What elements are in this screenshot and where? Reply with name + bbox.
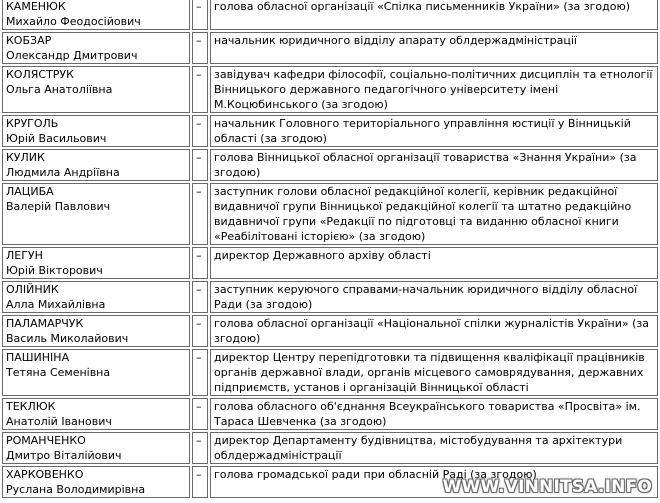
member-surname: ХАРКОВЕНКО: [6, 468, 84, 481]
member-role-cell: завідувач кафедри філософії, соціально-політичних дисциплін та етнології Вінницького державного педагогічного університету імені М.Коцюбинського (за згодою): [210, 66, 658, 113]
member-name-cell: [2, 315, 190, 347]
table-row: [2, 281, 658, 313]
member-surname: ЛЕГУН: [6, 249, 43, 262]
member-surname: КАМЕНЮК: [6, 0, 66, 13]
table-row: [2, 0, 658, 30]
member-name-cell: [2, 466, 190, 498]
member-name-cell: [2, 432, 190, 464]
member-name-cell: [2, 281, 190, 313]
member-surname: ОЛІЙНИК: [6, 283, 59, 296]
member-name-cell: [2, 183, 190, 245]
member-role-cell: начальник юридичного відділу апарату облдержадміністрації: [210, 32, 658, 64]
dash-separator: –: [192, 349, 208, 396]
member-name-cell: [2, 32, 190, 64]
member-surname: КОБЗАР: [6, 34, 52, 47]
member-given-names: Ольга Анатоліївна: [6, 83, 113, 96]
dash-separator: –: [192, 281, 208, 313]
member-given-names: Алла Михайлівна: [6, 298, 106, 311]
member-given-names: Юрій Вікторович: [6, 264, 103, 277]
member-given-names: Анатолій Іванович: [6, 415, 112, 428]
member-given-names: Олександр Дмитрович: [6, 49, 138, 62]
member-name-cell: [2, 0, 190, 30]
table-row: [2, 32, 658, 64]
dash-separator: –: [192, 432, 208, 464]
member-surname: ПАЛАМАРЧУК: [6, 317, 84, 330]
member-role-cell: заступник голови обласної редакційної колегії, керівник редакційної видавничої групи Вінницької редакційної колегії та штатно редакційно видавничої групи «Редакції по підготовці та виданню обласної книги «Реабілітовані історією» (за згодою): [210, 183, 658, 245]
dash-separator: –: [192, 66, 208, 113]
member-given-names: Тетяна Семенівна: [6, 366, 111, 379]
member-surname: ПАШИНІНА: [6, 351, 70, 364]
dash-separator: –: [192, 32, 208, 64]
dash-separator: –: [192, 0, 208, 30]
member-role-cell: голова обласної організації «Національної спілки журналістів України» (за згодою): [210, 315, 658, 347]
member-surname: КОЛЯСТРУК: [6, 68, 74, 81]
member-role-cell: голова громадської ради при обласній Раді (за згодою): [210, 466, 658, 498]
dash-separator: –: [192, 115, 208, 147]
member-name-cell: [2, 247, 190, 279]
table-row: [2, 398, 658, 430]
member-name-cell: [2, 115, 190, 147]
member-role-cell: директор Державного архіву області: [210, 247, 658, 279]
member-name-cell: [2, 66, 190, 113]
member-given-names: Юрій Васильович: [6, 132, 107, 145]
member-role-cell: голова обласної організації «Спілка письменників України» (за згодою): [210, 0, 658, 30]
member-surname: ЛАЦИБА: [6, 185, 54, 198]
table-row: [2, 247, 658, 279]
dash-separator: –: [192, 183, 208, 245]
table-row: [2, 115, 658, 147]
member-given-names: Василь Миколайович: [6, 332, 129, 345]
member-given-names: Дмитро Віталійович: [6, 449, 122, 462]
table-row: [2, 432, 658, 464]
table-row: [2, 466, 658, 498]
member-role-cell: директор Департаменту будівництва, містобудування та архітектури облдержадміністрації: [210, 432, 658, 464]
table-row: [2, 349, 658, 396]
member-role-cell: голова Вінницької обласної організації товариства «Знання України» (за згодою): [210, 149, 658, 181]
member-surname: РОМАНЧЕНКО: [6, 434, 86, 447]
dash-separator: –: [192, 149, 208, 181]
member-given-names: Руслана Володимирівна: [6, 483, 146, 496]
member-surname: КУЛИК: [6, 151, 45, 164]
dash-separator: –: [192, 466, 208, 498]
member-role-cell: начальник Головного територіального управління юстиції у Вінницькій області (за згодою): [210, 115, 658, 147]
site-watermark: WWW.VINNITSA.INFO: [442, 477, 652, 497]
member-given-names: Валерій Павлович: [6, 200, 111, 213]
member-surname: ТЕКЛЮК: [6, 400, 56, 413]
table-row: [2, 66, 658, 113]
member-name-cell: [2, 349, 190, 396]
member-given-names: Михайло Феодосійович: [6, 15, 141, 28]
member-given-names: Людмила Андріївна: [6, 166, 120, 179]
table-row: [2, 315, 658, 347]
table-row: [2, 183, 658, 245]
member-role-cell: директор Центру перепідготовки та підвищення кваліфікації працівників органів державної влади, органів місцевого самоврядування, державних підприємств, установ і організацій Вінницької області: [210, 349, 658, 396]
dash-separator: –: [192, 247, 208, 279]
member-name-cell: [2, 398, 190, 430]
member-role-cell: голова обласного об'єднання Всеукраїнського товариства «Просвіта» ім. Тараса Шевченка (за згодою): [210, 398, 658, 430]
member-name-cell: [2, 149, 190, 181]
member-surname: КРУГОЛЬ: [6, 117, 59, 130]
table-row: [2, 149, 658, 181]
dash-separator: –: [192, 315, 208, 347]
member-role-cell: заступник керуючого справами-начальник юридичного відділу обласної Ради (за згодою): [210, 281, 658, 313]
dash-separator: –: [192, 398, 208, 430]
members-table-body: [2, 0, 658, 498]
